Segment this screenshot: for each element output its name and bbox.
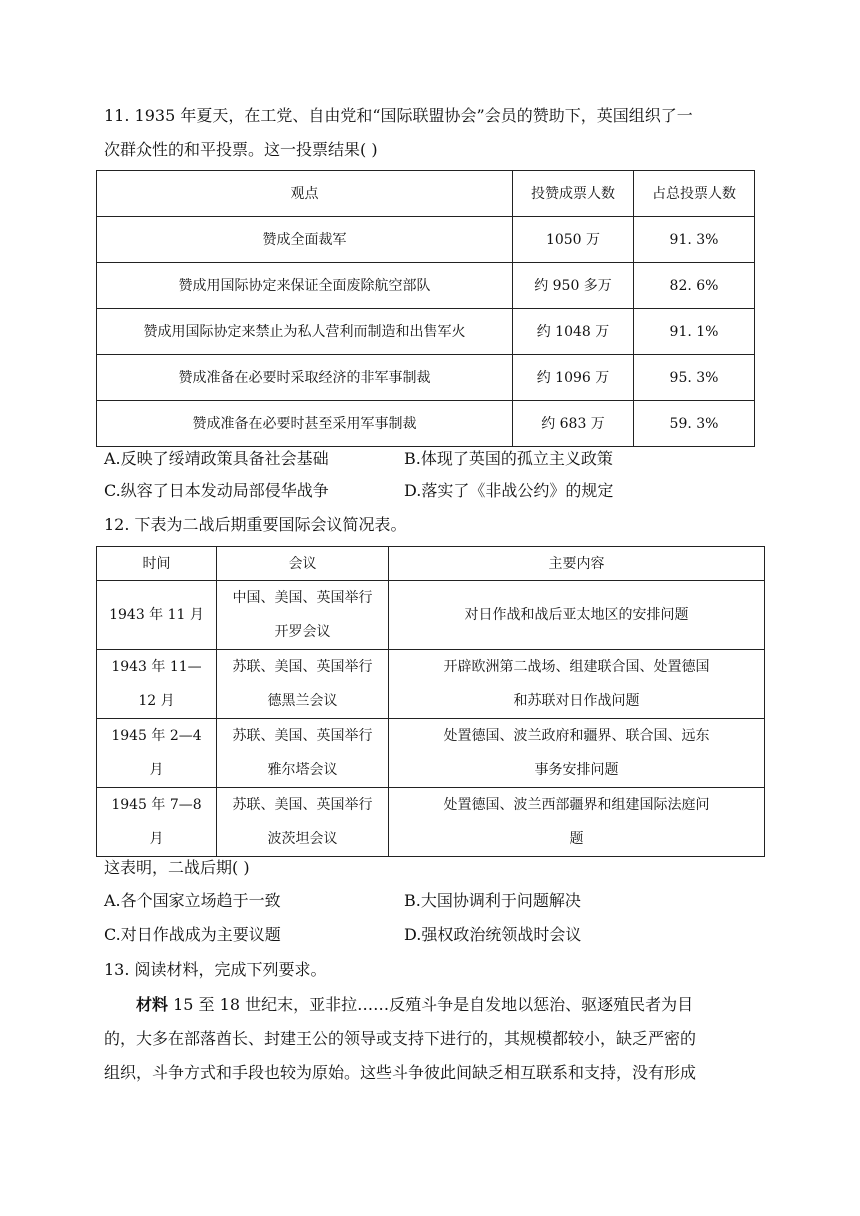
q11-option-b[interactable]: B.体现了英国的孤立主义政策 <box>404 449 613 468</box>
q11-stem-line1: 11. 1935 年夏天，在工党、自由党和“国际联盟协会”会员的赞助下，英国组织了一 <box>104 106 693 125</box>
votes-cell: 约 950 多万 <box>513 263 634 309</box>
viewpoint-cell: 赞成准备在必要时甚至采用军事制裁 <box>97 401 513 447</box>
q12-option-d[interactable]: D.强权政治统领战时会议 <box>404 925 582 944</box>
percent-cell: 59. 3% <box>634 401 755 447</box>
q12-option-c[interactable]: C.对日作战成为主要议题 <box>104 925 281 944</box>
q11-stem-line2: 次群众性的和平投票。这一投票结果( ) <box>104 140 378 159</box>
table-row <box>97 263 755 309</box>
q13-material-line3: 组织，斗争方式和手段也较为原始。这些斗争彼此间缺乏相互联系和支持，没有形成 <box>104 1063 697 1082</box>
meeting-cell: 苏联、美国、英国举行 雅尔塔会议 <box>217 719 389 788</box>
header-time: 时间 <box>97 547 217 581</box>
table-row <box>97 217 755 263</box>
table-header-row <box>97 547 765 581</box>
time-cell: 1943 年 11 月 <box>97 581 217 650</box>
q11-option-c[interactable]: C.纵容了日本发动局部侵华战争 <box>104 481 329 500</box>
votes-cell: 约 1048 万 <box>513 309 634 355</box>
q13-material-line2: 的，大多在部落酋长、封建王公的领导或支持下进行的，其规模都较小，缺乏严密的 <box>104 1029 697 1048</box>
table-row <box>97 401 755 447</box>
percent-cell: 91. 3% <box>634 217 755 263</box>
content-cell: 处置德国、波兰西部疆界和组建国际法庭问 题 <box>389 788 765 857</box>
q12-conference-table <box>96 546 765 857</box>
header-content: 主要内容 <box>389 547 765 581</box>
table-row <box>97 788 765 857</box>
table-row <box>97 650 765 719</box>
q11-option-a[interactable]: A.反映了绥靖政策具备社会基础 <box>104 449 329 468</box>
header-votes: 投赞成票人数 <box>513 171 634 217</box>
meeting-cell: 中国、美国、英国举行 开罗会议 <box>217 581 389 650</box>
content-cell: 开辟欧洲第二战场、组建联合国、处置德国 和苏联对日作战问题 <box>389 650 765 719</box>
material-label: 材料 <box>136 995 169 1014</box>
time-cell: 1943 年 11— 12 月 <box>97 650 217 719</box>
q11-option-d[interactable]: D.落实了《非战公约》的规定 <box>404 481 614 500</box>
content-cell: 处置德国、波兰政府和疆界、联合国、远东 事务安排问题 <box>389 719 765 788</box>
content-cell: 对日作战和战后亚太地区的安排问题 <box>389 581 765 650</box>
table-header-row <box>97 171 755 217</box>
percent-cell: 91. 1% <box>634 309 755 355</box>
q12-option-a[interactable]: A.各个国家立场趋于一致 <box>104 891 281 910</box>
table-row <box>97 355 755 401</box>
viewpoint-cell: 赞成全面裁军 <box>97 217 513 263</box>
table-row <box>97 719 765 788</box>
q11-vote-table <box>96 170 755 447</box>
q12-stem: 12. 下表为二战后期重要国际会议简况表。 <box>104 515 407 534</box>
meeting-cell: 苏联、美国、英国举行 波茨坦会议 <box>217 788 389 857</box>
percent-cell: 95. 3% <box>634 355 755 401</box>
q13-material-line1: 材料 15 至 18 世纪末，亚非拉……反殖斗争是自发地以惩治、驱逐殖民者为目 <box>136 995 694 1014</box>
header-meeting: 会议 <box>217 547 389 581</box>
percent-cell: 82. 6% <box>634 263 755 309</box>
header-viewpoint: 观点 <box>97 171 513 217</box>
viewpoint-cell: 赞成用国际协定来保证全面废除航空部队 <box>97 263 513 309</box>
time-cell: 1945 年 2—4 月 <box>97 719 217 788</box>
q13-stem: 13. 阅读材料，完成下列要求。 <box>104 960 327 979</box>
votes-cell: 约 683 万 <box>513 401 634 447</box>
time-cell: 1945 年 7—8 月 <box>97 788 217 857</box>
table-row <box>97 581 765 650</box>
table-row <box>97 309 755 355</box>
header-percent: 占总投票人数 <box>634 171 755 217</box>
q12-conclusion: 这表明，二战后期( ) <box>104 858 250 877</box>
viewpoint-cell: 赞成准备在必要时采取经济的非军事制裁 <box>97 355 513 401</box>
viewpoint-cell: 赞成用国际协定来禁止为私人营利而制造和出售军火 <box>97 309 513 355</box>
votes-cell: 1050 万 <box>513 217 634 263</box>
q12-option-b[interactable]: B.大国协调利于问题解决 <box>404 891 581 910</box>
meeting-cell: 苏联、美国、英国举行 德黑兰会议 <box>217 650 389 719</box>
votes-cell: 约 1096 万 <box>513 355 634 401</box>
